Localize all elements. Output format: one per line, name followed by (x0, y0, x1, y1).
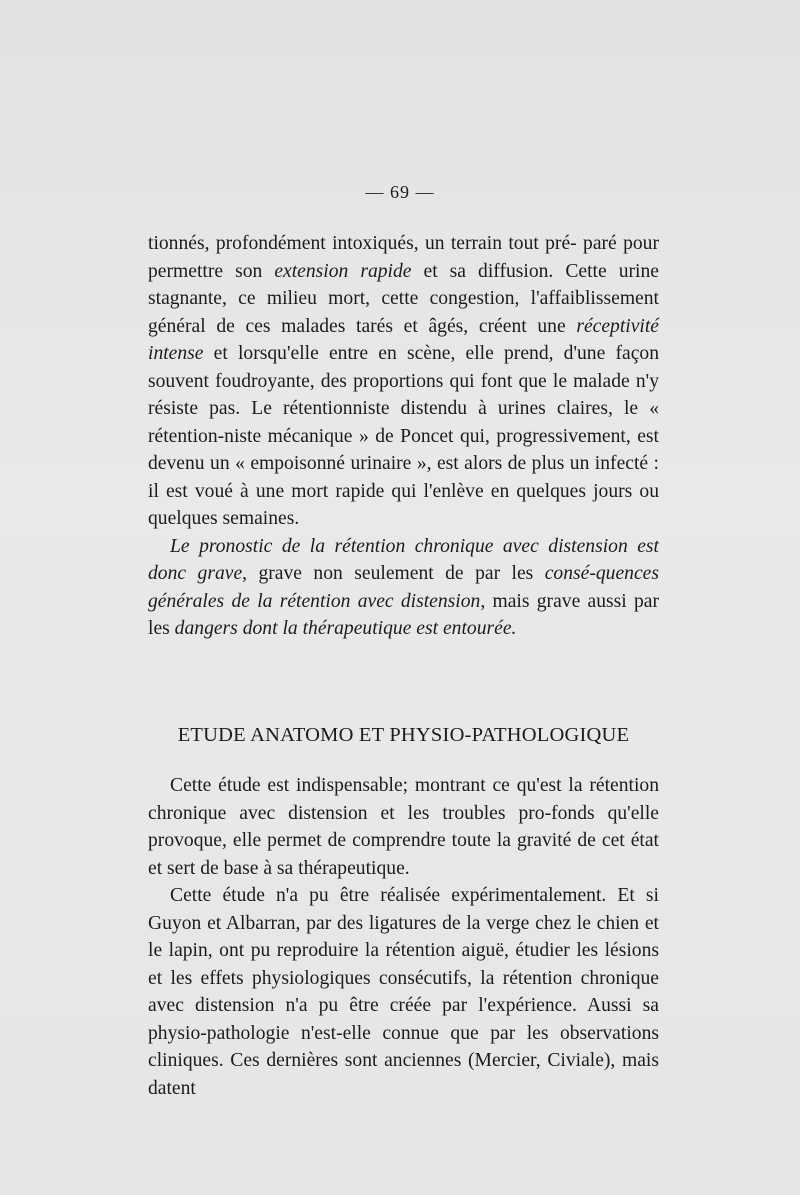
page-number: — 69 — (365, 182, 435, 202)
section-heading: ETUDE ANATOMO ET PHYSIO-PATHOLOGIQUE (177, 724, 630, 746)
emphasis-dangers: dangers dont la thérapeutique est entourée. (174, 618, 517, 639)
emphasis-receptivite-intense: réceptivité intense (148, 315, 659, 364)
text-section-anatomo (148, 772, 659, 1102)
paragraph-prognosis: Le pronostic de la rétention chronique avec distension est donc grave, grave non seulement de par les consé-quences générales de la rétention avec distension, mais grave aussi par les dangers dont la thérapeutique est entourée. (148, 535, 660, 639)
paragraph-study-importance: Cette étude est indispensable; montrant ce qu'est la rétention chronique avec distension et les troubles pro-fonds qu'elle provoque, elle permet de comprendre toute la gravité de cet état et sert de base à sa thérapeutique. (148, 775, 659, 879)
emphasis-pronostic: Le pronostic de la rétention chronique avec distension est donc grave (148, 535, 659, 584)
emphasis-extension-rapide: extension rapide (274, 260, 412, 282)
paragraph-experimental: Cette étude n'a pu être réalisée expérimentalement. Et si Guyon et Albarran, par des ligatures de la verge chez le chien et le lapin, ont pu reproduire la rétention aiguë, étudier les lésions et les effets physiologiques consécutifs, la rétention chronique avec distension n'a pu être créée par l'expérience. Aussi sa physio-pathologie n'est-elle connue que par les observations cliniques. Ces dernières sont anciennes (Mercier, Civiale), mais datent (148, 885, 659, 1099)
paragraph-infection: tionnés, profondément intoxiqués, un terrain tout pré- paré pour permettre son extension rapide et sa diffusion. Cette urine stagnante, ce milieu mort, cette congestion, l'affaiblissement général de ces malades tarés et âgés, créent une réceptivité intense et lorsqu'elle entre en scène, elle prend, d'une façon souvent foudroyante, des proportions qui font que le malade n'y résiste pas. Le rétentionniste distendu à urines claires, le « rétention-niste mécanique » de Poncet qui, progressivement, est devenu un « empoisonné urinaire », est alors de plus un infecté : il est voué à une mort rapide qui l'enlève en quelques jours ou quelques semaines. (148, 233, 659, 529)
emphasis-consequences: consé-quences générales de la rétention avec distension (148, 563, 659, 612)
text-section-prognosis (148, 230, 659, 643)
